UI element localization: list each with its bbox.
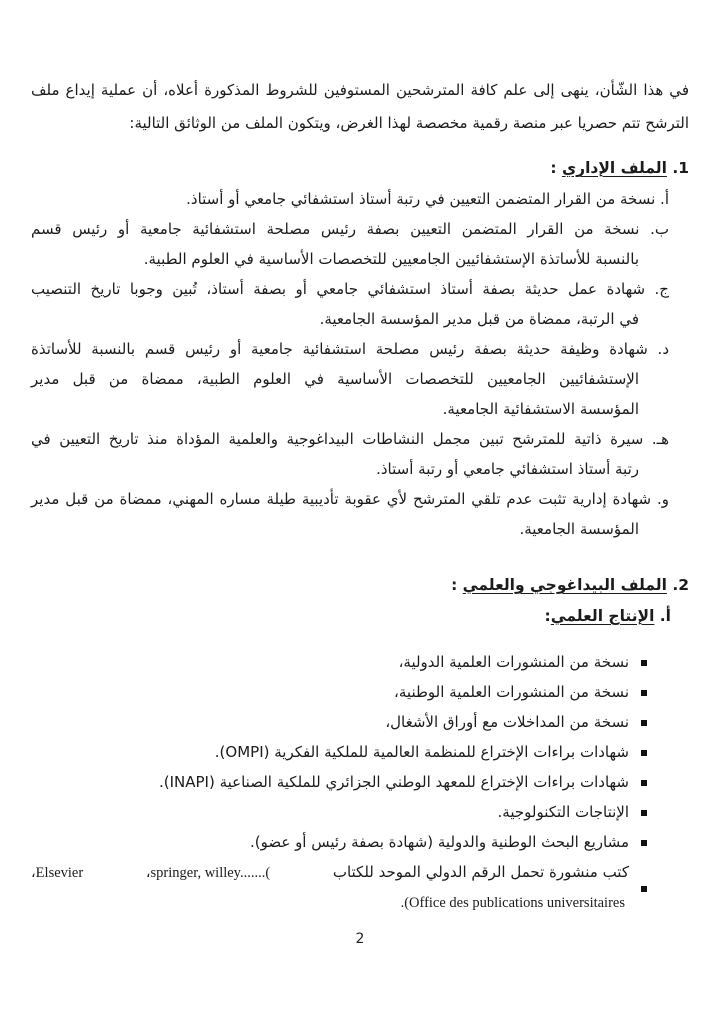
intro-paragraph xyxy=(31,74,689,140)
admin-item-line: المؤسسة الاستشفائية الجامعية. xyxy=(442,400,639,418)
bullet-text: شهادات براءات الإختراع للمعهد الوطني الجزائري للملكية الصناعية (INAPI). xyxy=(158,773,629,791)
bullet-text: نسخة من المنشورات العلمية الوطنية، xyxy=(394,683,629,701)
section2-colon: : xyxy=(451,576,463,594)
admin-item-line: أ. نسخة من القرار المتضمن التعيين في رتبة أستاذ استشفائي جامعي أو أستاذ. xyxy=(186,190,669,208)
admin-item-line: و. شهادة إدارية تثبت عدم تلقي المترشح لأي عقوبة تأديبية طيلة مساره المهني، ممضاة من قبل مدير xyxy=(31,490,669,508)
bullet-item xyxy=(31,737,647,767)
books-bullet-content xyxy=(31,857,629,918)
admin-item-line: الإستشفائيين الجامعيين للتخصصات الأساسية في العلوم الطبية، ممضاة من قبل مدير xyxy=(31,370,639,388)
bullet-text: الإنتاجات التكنولوجية. xyxy=(497,803,629,821)
bullet-item xyxy=(31,827,647,857)
bullet-text: مشاريع البحث الوطنية والدولية (شهادة بصفة رئيس أو عضو). xyxy=(249,833,629,851)
section2-number: 2. xyxy=(672,576,689,594)
admin-item-line: ب. نسخة من القرار المتضمن التعيين بصفة رئيس مصلحة استشفائية جامعية أو رئيس قسم xyxy=(31,220,669,238)
bullet-square-icon xyxy=(641,780,647,786)
bullet-square-icon xyxy=(641,810,647,816)
bullet-item xyxy=(31,797,647,827)
admin-item-line: في الرتبة، ممضاة من قبل مدير المؤسسة الجامعية. xyxy=(319,310,639,328)
section1-number: 1. xyxy=(672,159,689,177)
scientific-production-heading xyxy=(31,601,689,632)
books-latin-publishers: ،springer, willey.......( xyxy=(145,865,271,881)
bullet-square-icon xyxy=(641,690,647,696)
bullet-item xyxy=(31,647,647,677)
bullet-item-books xyxy=(31,857,647,918)
bullet-square-icon xyxy=(641,720,647,726)
subsection-title: الإنتاج العلمي xyxy=(550,607,655,625)
admin-item-line: بالنسبة للأساتذة الإستشفائيين الجامعيين للتخصصات الأساسية في العلوم الطبية. xyxy=(143,250,639,268)
bullet-item xyxy=(31,707,647,737)
books-bullet-line1 xyxy=(31,857,629,888)
books-bullet-line2: .(Office des publications universitaires xyxy=(400,895,625,911)
bullet-item xyxy=(31,677,647,707)
section1-title: الملف الإداري xyxy=(561,159,667,177)
admin-file-items xyxy=(31,184,689,544)
bullet-square-icon xyxy=(641,840,647,846)
subsection-colon: : xyxy=(544,607,551,625)
books-latin-elsevier: ،Elsevier xyxy=(31,865,84,881)
admin-item-line: ج. شهادة عمل حديثة بصفة أستاذ استشفائي جامعي أو بصفة أستاذ، تُبين وجوبا تاريخ التنصيب xyxy=(31,280,669,298)
bullet-square-icon xyxy=(641,660,647,666)
section2-heading xyxy=(31,570,689,601)
admin-item-line: رتبة أستاذ استشفائي جامعي أو رتبة أستاذ. xyxy=(376,460,639,478)
admin-item-line: هـ. سيرة ذاتية للمترشح تبين مجمل النشاطات البيداغوجية والعلمية المؤداة منذ تاريخ التعيين في xyxy=(31,430,669,448)
books-arabic-text: كتب منشورة تحمل الرقم الدولي الموحد للكتاب xyxy=(332,863,629,881)
scientific-production-list xyxy=(31,647,689,918)
page-number: 2 xyxy=(355,931,365,947)
admin-item-line: المؤسسة الجامعية. xyxy=(519,520,639,538)
admin-item-line: د. شهادة وظيفة حديثة بصفة رئيس مصلحة استشفائية جامعية أو رئيس قسم بالنسبة للأساتذة xyxy=(31,340,669,358)
bullet-square-icon xyxy=(641,750,647,756)
bullet-item xyxy=(31,767,647,797)
section1-heading xyxy=(31,153,689,184)
bullet-text: نسخة من المنشورات العلمية الدولية، xyxy=(398,653,629,671)
intro-line: في هذا الشّأن، ينهى إلى علم كافة المترشحين المستوفين للشروط المذكورة أعلاه، أن عملية إيداع ملف xyxy=(31,81,689,99)
section1-colon: : xyxy=(550,159,562,177)
subsection-label: أ. xyxy=(659,607,671,625)
intro-line: الترشح تتم حصريا عبر منصة رقمية مخصصة لهذا الغرض، ويتكون الملف من الوثائق التالية: xyxy=(129,114,689,132)
bullet-text: شهادات براءات الإختراع للمنظمة العالمية للملكية الفكرية (OMPI). xyxy=(214,743,629,761)
bullet-text: نسخة من المداخلات مع أوراق الأشغال، xyxy=(385,713,629,731)
bullet-square-icon xyxy=(641,886,647,892)
section2-title: الملف البيداغوجي والعلمي xyxy=(462,576,667,594)
